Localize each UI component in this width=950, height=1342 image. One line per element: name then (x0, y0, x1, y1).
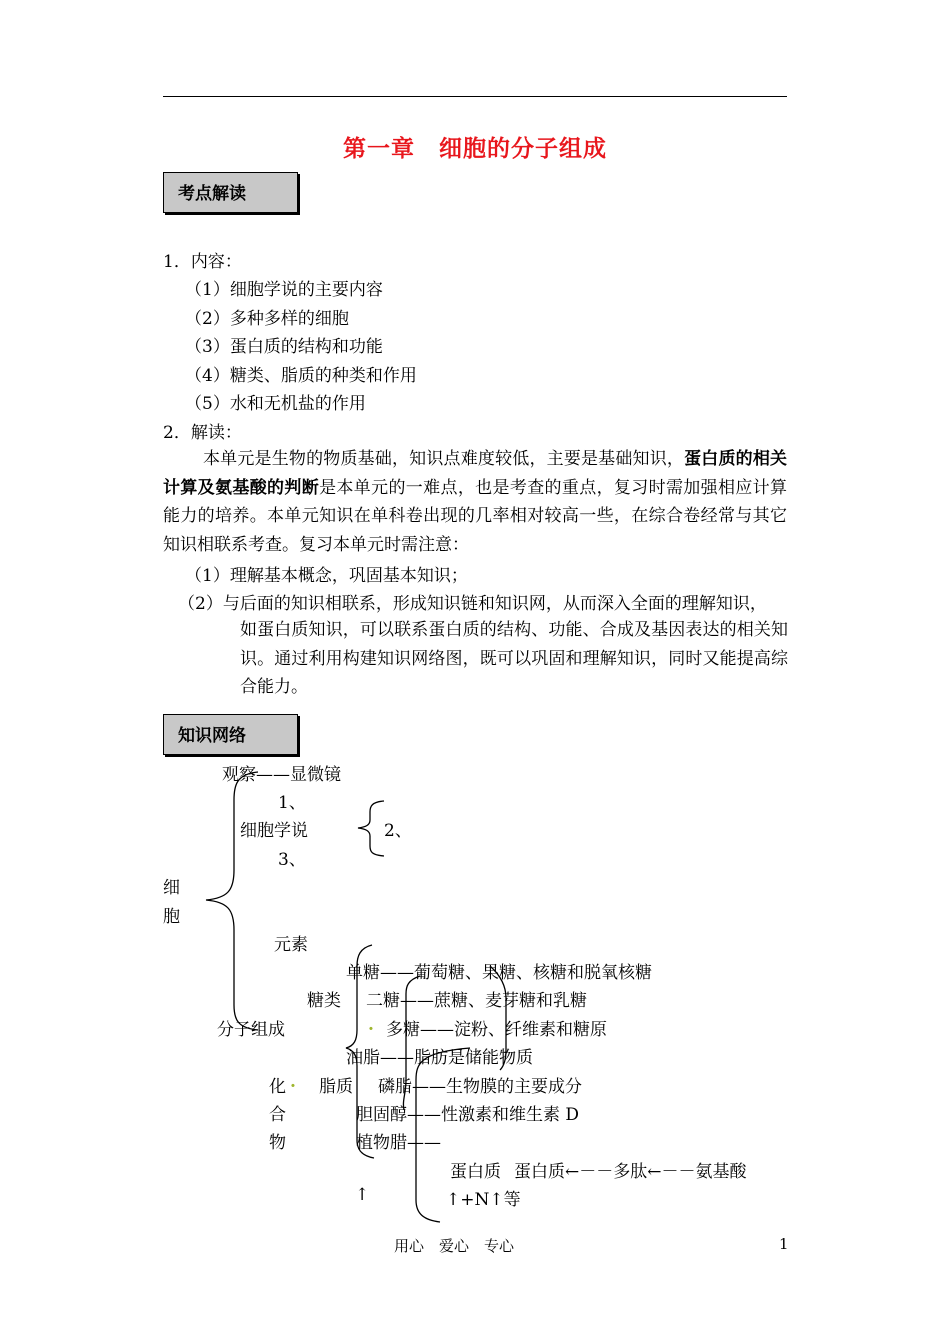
page-number: 1 (779, 1235, 789, 1253)
up-arrow-icon: ↑ (355, 1185, 370, 1205)
map-number: 3、 (278, 850, 306, 870)
map-compound-char: 化 (269, 1077, 286, 1097)
key-difficulty: 蛋白质的相关计算及氨基酸的判断 (163, 449, 788, 498)
map-phospholipid: 磷脂——生物膜的主要成分 (378, 1077, 582, 1097)
content-item: （1）细胞学说的主要内容 (185, 280, 383, 300)
section-heading-knowledge-network: 知识网络 (163, 714, 298, 755)
content-item: （3）蛋白质的结构和功能 (185, 337, 383, 357)
map-disaccharide: 二糖——蔗糖、麦芽糖和乳糖 (366, 991, 587, 1011)
note-item: （1）理解基本概念，巩固基本知识； (185, 566, 468, 586)
map-molecular-composition: 分子组成 (217, 1020, 285, 1040)
map-nitrogen-etc: ↑+N↑等 (446, 1190, 521, 1210)
map-observe: 观察——显微镜 (222, 765, 341, 785)
map-lipids: 脂质 (319, 1077, 353, 1097)
note-item-continued: 如蛋白质知识，可以联系蛋白质的结构、功能、合成及基因表达的相关知识。通过利用构建知识网络图，既可以巩固和理解知识，同时又能提高综合能力。 (240, 620, 788, 698)
green-dot: . (368, 1015, 374, 1035)
map-polysaccharide: 多糖——淀粉、纤维素和糖原 (386, 1020, 607, 1040)
content-item: （4）糖类、脂质的种类和作用 (185, 366, 417, 386)
content-heading: 1．内容： (163, 252, 242, 272)
footer-motto: 用心 爱心 专心 (394, 1237, 515, 1255)
map-plant-wax: 植物腊—— (356, 1133, 441, 1153)
map-fat: 油脂——脂肪是储能物质 (346, 1048, 533, 1068)
reading-paragraph: 本单元是生物的物质基础，知识点难度较低，主要是基础知识，蛋白质的相关计算及氨基酸的判断是本单元的一难点，也是考查的重点，复习时需加强相应计算能力的培养。本单元知识在单科卷出现的几率相对较高一些，在综合卷经常与其它知识相联系考查。复习本单元时需注意： (163, 449, 788, 555)
map-compound-char: 合 (269, 1105, 286, 1125)
map-cell-char: 细 (163, 878, 180, 898)
map-elements: 元素 (274, 935, 308, 955)
map-protein-chain: 蛋白质←－－多肽←－－氨基酸 (514, 1162, 747, 1182)
map-cell-theory: 细胞学说 (240, 821, 308, 841)
content-item: （2）多种多样的细胞 (185, 309, 349, 329)
note-item: （2）与后面的知识相联系，形成知识链和知识网，从而深入全面的理解知识， (178, 594, 767, 614)
map-cell-char: 胞 (163, 907, 180, 927)
map-compound-char: 物 (269, 1133, 286, 1153)
content-item: （5）水和无机盐的作用 (185, 394, 366, 414)
map-number: 2、 (384, 821, 412, 841)
map-cholesterol: 胆固醇——性激素和维生素 D (356, 1105, 580, 1125)
section-heading-exam-points: 考点解读 (163, 172, 298, 213)
map-sugars: 糖类 (307, 991, 341, 1011)
map-number: 1、 (278, 793, 306, 813)
map-protein: 蛋白质 (450, 1162, 501, 1182)
map-monosaccharide: 单糖——葡萄糖、果糖、核糖和脱氧核糖 (346, 963, 652, 983)
chapter-title: 第一章 细胞的分子组成 (343, 135, 607, 162)
green-dot: . (290, 1072, 296, 1092)
reading-heading: 2．解读： (163, 423, 242, 443)
